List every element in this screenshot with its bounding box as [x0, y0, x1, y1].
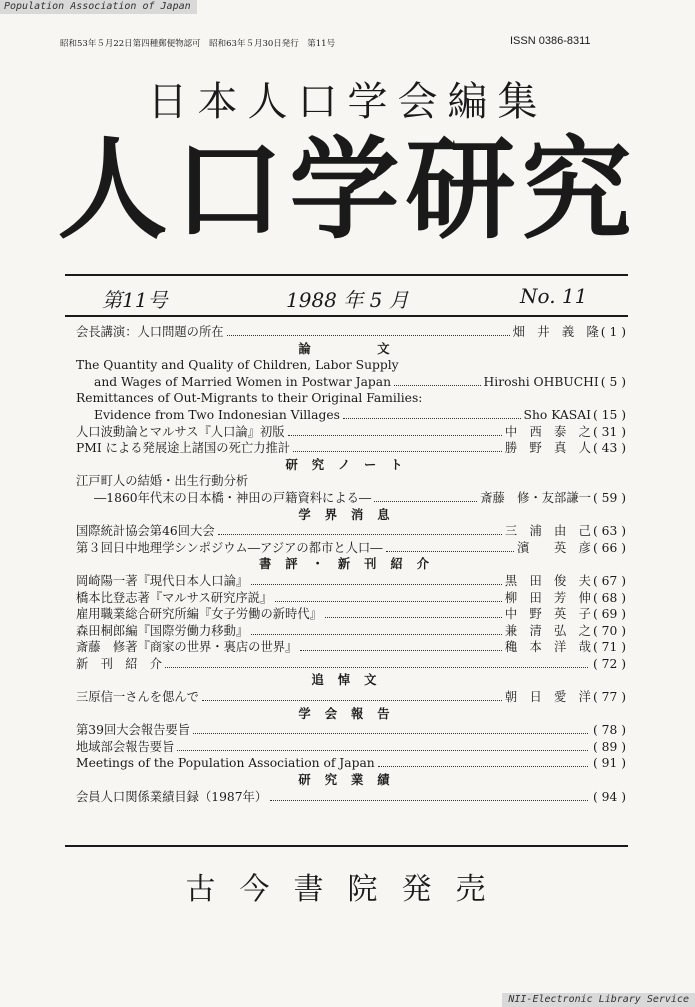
toc-entry — [76, 324, 626, 341]
toc-entry-author: 穐 本 洋 哉 — [504, 640, 591, 655]
toc-leader-dots — [394, 385, 481, 386]
toc-leader-dots — [386, 551, 515, 552]
toc-entry-title: 雇用職業総合研究所編『女子労働の新時代』 — [76, 607, 322, 622]
toc-entry-title: 会長講演：人口問題の所在 — [76, 325, 224, 339]
toc-entry-author: 柳 田 芳 伸 — [504, 590, 591, 605]
toc-entry — [76, 357, 626, 374]
toc-leader-dots — [251, 634, 502, 635]
toc-entry-author: 三 浦 由 己 — [504, 524, 591, 539]
issue-no: No. 11 — [520, 284, 588, 308]
toc-entry-title: 森田桐郎編『国際労働力移動』 — [76, 623, 249, 638]
toc-section-heading: 学会報告 — [298, 705, 404, 721]
toc-entry — [76, 722, 626, 739]
toc-entry-page: ( 77 ) — [592, 690, 626, 705]
bottom-rule — [65, 845, 628, 847]
toc-entry — [76, 755, 626, 772]
toc-entry-page: ( 72 ) — [592, 656, 626, 671]
toc-entry-page: ( 43 ) — [592, 441, 626, 456]
toc-entry-author: 濱 英 彦 — [517, 540, 591, 555]
toc-leader-dots — [378, 766, 588, 767]
toc-entry-page: ( 67 ) — [592, 573, 626, 588]
header-banner: Population Association of Japan — [0, 0, 197, 14]
toc-entry-page: ( 89 ) — [592, 739, 626, 754]
toc-entry-title: 人口波動論とマルサス『人口論』初版 — [76, 424, 285, 439]
toc-entry-author: 勝 野 真 人 — [504, 441, 591, 456]
toc-entry — [76, 590, 626, 607]
toc-entry-author: 中 野 英 子 — [504, 607, 591, 622]
journal-title: 人口学研究 — [57, 125, 638, 254]
toc-entry — [76, 540, 626, 557]
toc-entry-author: 黒 田 俊 夫 — [504, 573, 591, 588]
toc-entry — [76, 523, 626, 540]
toc-leader-dots — [325, 617, 502, 618]
toc-entry-title: and Wages of Married Women in Postwar Japan — [94, 374, 392, 389]
publisher: 古今書院発売 — [185, 872, 510, 907]
middle-rule — [65, 315, 628, 317]
toc-leader-dots — [218, 534, 502, 535]
toc-section-heading: 書評・新刊紹介 — [258, 556, 444, 572]
toc-entry — [76, 639, 626, 656]
toc-entry — [76, 473, 626, 490]
toc-leader-dots — [227, 335, 510, 336]
toc-entry-title: 斎藤 修著『商家の世界・裏店の世界』 — [76, 640, 298, 655]
toc-entry-page: ( 15 ) — [592, 407, 626, 422]
toc-leader-dots — [288, 435, 502, 436]
toc-section-heading: 論 文 — [298, 340, 404, 356]
footer-banner: NII-Electronic Library Service — [502, 993, 695, 1007]
toc-entry — [76, 789, 626, 806]
toc-entry — [76, 656, 626, 673]
toc-entry-page: ( 59 ) — [592, 490, 626, 505]
toc-entry-author: 兼 清 弘 之 — [504, 623, 591, 638]
toc-entry-title: 三原信一さんを偲んで — [76, 690, 199, 705]
toc-entry-author: 朝 日 愛 洋 — [504, 690, 591, 705]
toc-entry-author: Hiroshi OHBUCHI — [483, 374, 599, 389]
toc-entry-title: 江戸町人の結婚・出生行動分析 — [76, 474, 249, 489]
toc-entry-title: 第３回日中地理学シンポジウム―アジアの都市と人口― — [76, 540, 383, 555]
toc-entry-page: ( 94 ) — [592, 789, 626, 804]
toc-entry — [76, 424, 626, 441]
toc-entry — [76, 374, 626, 391]
toc-entry-page: ( 78 ) — [592, 723, 626, 738]
issue-date: 1988 年 5 月 — [286, 288, 409, 312]
toc-section-heading: 追悼文 — [311, 672, 391, 688]
toc-leader-dots — [251, 584, 502, 585]
toc-entry — [76, 440, 626, 457]
toc-entry-page: ( 70 ) — [592, 623, 626, 638]
toc-entry-page: ( 66 ) — [592, 540, 626, 555]
toc-entry-title: 地域部会報告要旨 — [76, 739, 175, 754]
toc-leader-dots — [300, 650, 501, 651]
toc-entry-title: 会員人口関係業績目録（1987年） — [76, 789, 268, 804]
toc-entry — [76, 573, 626, 590]
toc-leader-dots — [275, 601, 502, 602]
toc-entry-title: 橋本比登志著『マルサス研究序説』 — [76, 590, 273, 605]
toc-leader-dots — [177, 750, 588, 751]
postal-approval-note: 昭和53年５月22日第四種郵便物認可 昭和63年５月30日発行 第11号 — [60, 39, 336, 49]
toc-entry-title: 第39回大会報告要旨 — [76, 723, 191, 738]
issn-label: ISSN 0386-8311 — [510, 35, 591, 47]
toc-entry-title: Evidence from Two Indonesian Villages — [94, 407, 340, 422]
toc-entry-page: ( 31 ) — [592, 424, 626, 439]
toc-leader-dots — [293, 451, 502, 452]
toc-entry — [76, 390, 626, 407]
toc-section-heading: 学界消息 — [298, 506, 404, 522]
issue-number: 第11号 — [102, 288, 168, 312]
toc-entry — [76, 407, 626, 424]
toc-leader-dots — [343, 418, 521, 419]
toc-entry-page: ( 5 ) — [600, 374, 626, 389]
toc-entry-page: ( 69 ) — [592, 607, 626, 622]
toc-entry-page: ( 71 ) — [592, 640, 626, 655]
toc-entry-title: 岡崎陽一著『現代日本人口論』 — [76, 573, 249, 588]
toc-entry-page: ( 68 ) — [592, 590, 626, 605]
toc-entry-title: ―1860年代末の日本橋・神田の戸籍資料による― — [94, 490, 372, 505]
toc-entry-page: ( 63 ) — [592, 524, 626, 539]
toc-entry-author: 斎藤 修・友部謙一 — [480, 490, 591, 505]
toc-entry-author: 中 西 泰 之 — [504, 424, 591, 439]
editor-heading: 日本人口学会編集 — [147, 79, 548, 125]
toc-leader-dots — [193, 733, 588, 734]
toc-entry — [76, 606, 626, 623]
toc-section-heading: 研究ノート — [285, 456, 417, 472]
toc-entry — [76, 739, 626, 756]
toc-entry-title: Remittances of Out-Migrants to their Original Families: — [76, 391, 423, 406]
toc-entry-author: 畑 井 義 隆 — [512, 325, 599, 339]
toc-entry-title: The Quantity and Quality of Children, Labor Supply — [76, 358, 399, 373]
toc-entry — [76, 689, 626, 706]
toc-entry-page: ( 1 ) — [600, 325, 626, 339]
toc-leader-dots — [270, 800, 588, 801]
toc-entry-title: Meetings of the Population Association of Japan — [76, 756, 375, 771]
toc-leader-dots — [165, 667, 588, 668]
toc-section-heading: 研究業績 — [298, 772, 404, 788]
top-rule — [65, 274, 628, 276]
toc-leader-dots — [374, 501, 477, 502]
toc-entry-title: 国際統計協会第46回大会 — [76, 524, 215, 539]
toc-entry-title: PMI による発展途上諸国の死亡力推計 — [76, 441, 291, 456]
toc-leader-dots — [202, 700, 502, 701]
table-of-contents — [76, 324, 626, 805]
toc-entry-page: ( 91 ) — [592, 756, 626, 771]
toc-entry-title: 新 刊 紹 介 — [76, 656, 163, 671]
toc-entry-author: Sho KASAI — [523, 407, 591, 422]
toc-entry — [76, 623, 626, 640]
toc-entry — [76, 490, 626, 507]
